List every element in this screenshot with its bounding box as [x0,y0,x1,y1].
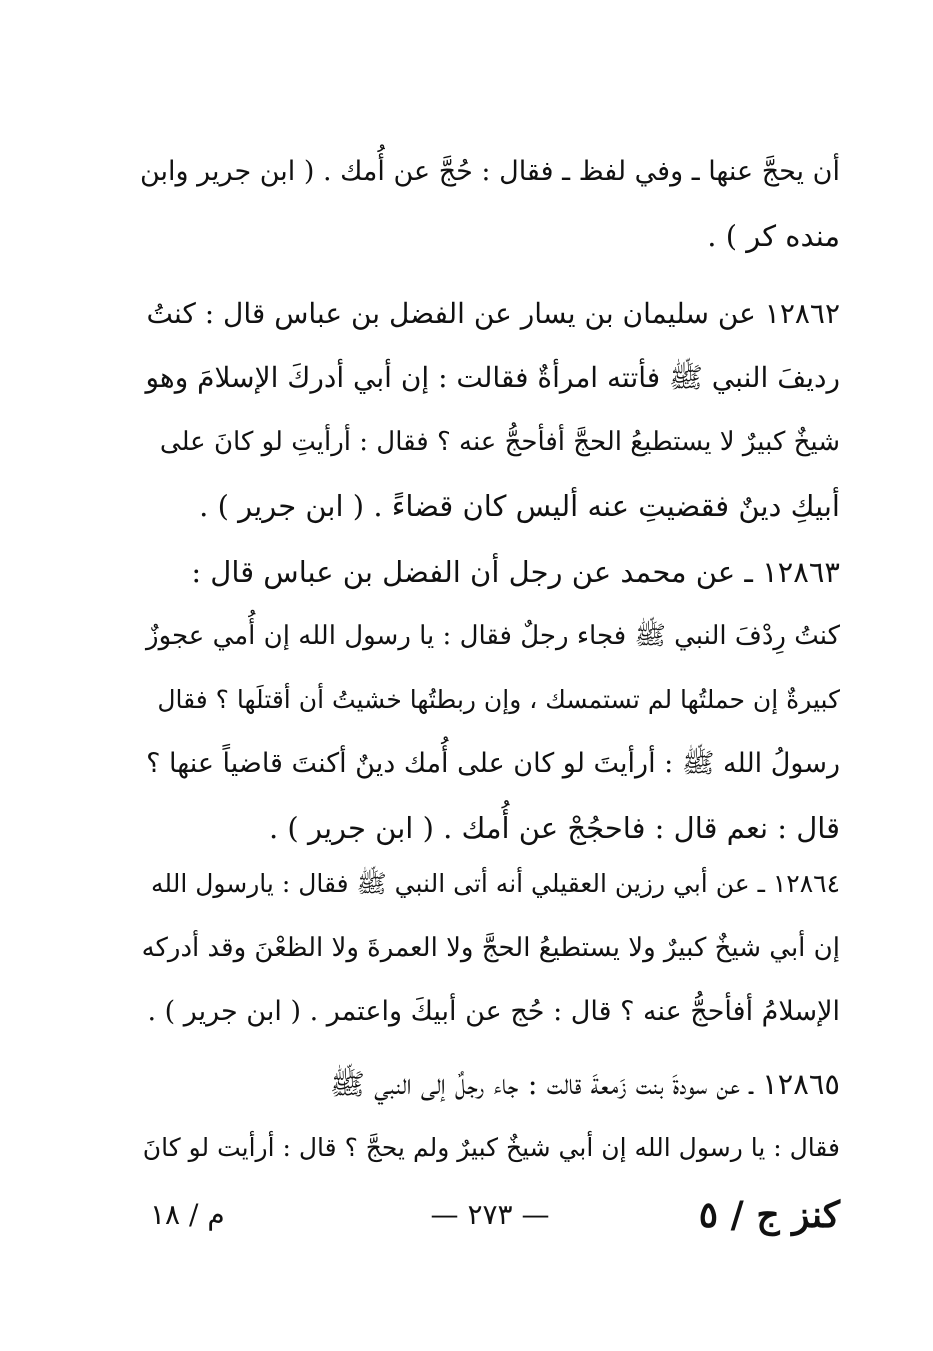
text-line: شيخٌ كبيرٌ لا يستطيعُ الحجَّ أفأحجُّ عنه ؟ فقال : أرأيتِ لو كانَ على [159,427,840,457]
text-line: ١٢٨٦٥ ـ عن سودةَ بنت زَمعةَ قالت : جاء رجلٌ إلى النبي ﷺ [329,1067,840,1101]
text-line: الإسلامُ أفأحجُّ عنه ؟ قال : حُج عن أبيكَ واعتمر . ( ابن جرير ) . [147,996,840,1027]
footer-signature-right: كنز ج / ٥ [698,1194,840,1236]
text-line: منده كر ) . [707,219,840,253]
page-footer [140,1190,840,1240]
text-line: إن أبي شيخٌ كبيرٌ ولا يستطيعُ الحجَّ ولا العمرةَ ولا الظعْنَ وقد أدركه [141,933,840,963]
text-line: ١٢٨٦٣ ـ عن محمد عن رجل أن الفضل بن عباس قال : [191,555,840,589]
text-line: ١٢٨٦٤ ـ عن أبي رزين العقيلي أنه أتى النبي ﷺ فقال : يارسول الله [151,869,840,898]
text-line: أن يحجَّ عنها ـ وفي لفظ ـ فقال : حُجَّ عن أُمك . ( ابن جرير وابن [140,156,840,187]
text-line: فقال : يا رسول الله إن أبي شيخٌ كبيرٌ ولم يحجَّ ؟ قال : أرأيت لو كانَ [142,1133,840,1162]
footer-signature-left: م / ١٨ [150,1198,225,1231]
text-line: قال : نعم قال : فاحجُجْ عن أُمك . ( ابن جرير ) . [268,811,840,845]
text-line: أبيكِ دينٌ فقضيتِ عنه أليس كان قضاءً . ( ابن جرير ) . [199,489,840,523]
hadith-12862 [140,282,840,538]
page-number: — ٢٧٣ — [430,1198,550,1231]
paragraph-continuation [140,140,840,268]
text-line: رديفَ النبي ﷺ فأتته امرأةٌ فقالت : إن أبي أدركَ الإسلامَ وهو [145,361,840,394]
hadith-12863 [140,540,840,860]
text-line: كنتُ رِدْفَ النبي ﷺ فجاء رجلٌ فقال : يا رسول الله إن أُمي عجوزٌ [146,621,840,651]
text-line: كبيرةٌ إن حملتُها لم تستمسك ، وإن ربطتُها خشيتُ أن أقتلَها ؟ فقال [157,685,840,714]
hadith-12865 [140,1052,840,1180]
hadith-12864 [140,852,840,1044]
text-line: رسولُ الله ﷺ : أرأيتَ لو كان على أُمك دينٌ أكنتَ قاضياً عنها ؟ [146,748,840,779]
text-line: ١٢٨٦٢ عن سليمان بن يسار عن الفضل بن عباس قال : كنتُ [146,297,840,330]
